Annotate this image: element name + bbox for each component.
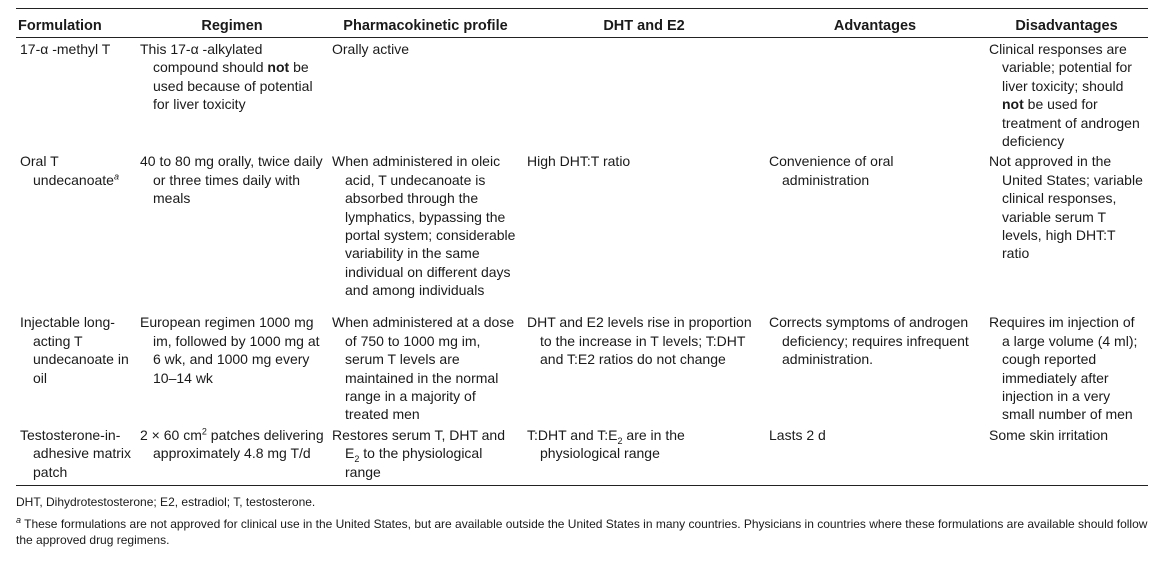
cell-dht: DHT and E2 levels rise in proportion to the increase in T levels; T:DHT and T:E2 ratios do not change bbox=[527, 314, 752, 368]
footnote-a: $^a$ These formulations are not approved for clinical use in the United States, but are available outside the United States in many countries. Physicians in countries where these formulations are available should follow the approved drug regimens. bbox=[16, 515, 1148, 548]
header-formulation: Formulation bbox=[16, 9, 136, 38]
cell-disadvantages: Not approved in the United States; variable clinical responses, variable serum T levels, high DHT:T ratio bbox=[989, 153, 1143, 262]
cell-pk: When administered in oleic acid, T undecanoate is absorbed through the lymphatics, bypassing the portal system; considerable variability in the same individual on different days and among individuals bbox=[332, 153, 516, 299]
footnotes bbox=[16, 494, 1148, 548]
cell-pk: Restores serum T, DHT and $E_2$ to the physiological range bbox=[328, 424, 523, 486]
cell-disadvantages: Requires im injection of a large volume (4 ml); cough reported immediately after injection in a very small number of men bbox=[989, 314, 1138, 423]
cell-pk: Orally active bbox=[332, 41, 410, 57]
header-disadvantages: Disadvantages bbox=[985, 9, 1148, 38]
cell-dht: T:DHT and $T:E_2$ are in the physiological range bbox=[523, 424, 765, 486]
table-row bbox=[16, 311, 1148, 423]
cell-dht: High DHT:T ratio bbox=[527, 153, 631, 170]
table-row bbox=[16, 38, 1148, 151]
table-row bbox=[16, 150, 1148, 311]
cell-formulation: Testosterone-in-adhesive matrix patch bbox=[16, 424, 136, 486]
header-advantages: Advantages bbox=[765, 9, 985, 38]
cell-advantages bbox=[765, 38, 985, 151]
cell-advantages: Lasts 2 d bbox=[765, 424, 985, 486]
cell-formulation: Injectable long-acting T undecanoate in oil bbox=[20, 314, 129, 386]
cell-disadvantages: Some skin irritation bbox=[985, 424, 1148, 486]
cell-dht bbox=[523, 38, 765, 151]
cell-regimen: European regimen 1000 mg im, followed by 1000 mg at 6 wk, and 1000 mg every 10–14 wk bbox=[140, 314, 320, 386]
cell-advantages: Corrects symptoms of androgen deficiency; requires infrequent administration. bbox=[769, 314, 969, 368]
cell-advantages: Convenience of oral administration bbox=[769, 153, 894, 188]
header-regimen: Regimen bbox=[136, 9, 328, 38]
header-row bbox=[16, 9, 1148, 38]
cell-regimen: 40 to 80 mg orally, twice daily or three times daily with meals bbox=[140, 153, 323, 207]
table-container bbox=[16, 8, 1148, 554]
cell-formulation: Oral T undecanoate$^a$ bbox=[20, 153, 119, 188]
formulation-table bbox=[16, 8, 1148, 486]
header-pharmacokinetic-profile: Pharmacokinetic profile bbox=[328, 9, 523, 38]
cell-regimen: 2 × 60 $cm^2$ patches delivering approximately 4.8 mg T/d bbox=[136, 424, 328, 486]
header-dht-and-e2: DHT and E2 bbox=[523, 9, 765, 38]
cell-disadvantages: Clinical responses are variable; potential for liver toxicity; should not be used for treatment of androgen deficiency bbox=[989, 41, 1140, 150]
cell-pk: When administered at a dose of 750 to 1000 mg im, serum T levels are maintained in the normal range in a majority of treated men bbox=[332, 314, 515, 423]
cell-regimen: This 17-α -alkylated compound should not be used because of potential for liver toxicity bbox=[140, 41, 313, 113]
table-row bbox=[16, 424, 1148, 486]
cell-formulation: 17-α -methyl T bbox=[20, 41, 111, 57]
footnote-abbreviations: DHT, Dihydrotestosterone; E2, estradiol; T, testosterone. bbox=[16, 495, 316, 510]
